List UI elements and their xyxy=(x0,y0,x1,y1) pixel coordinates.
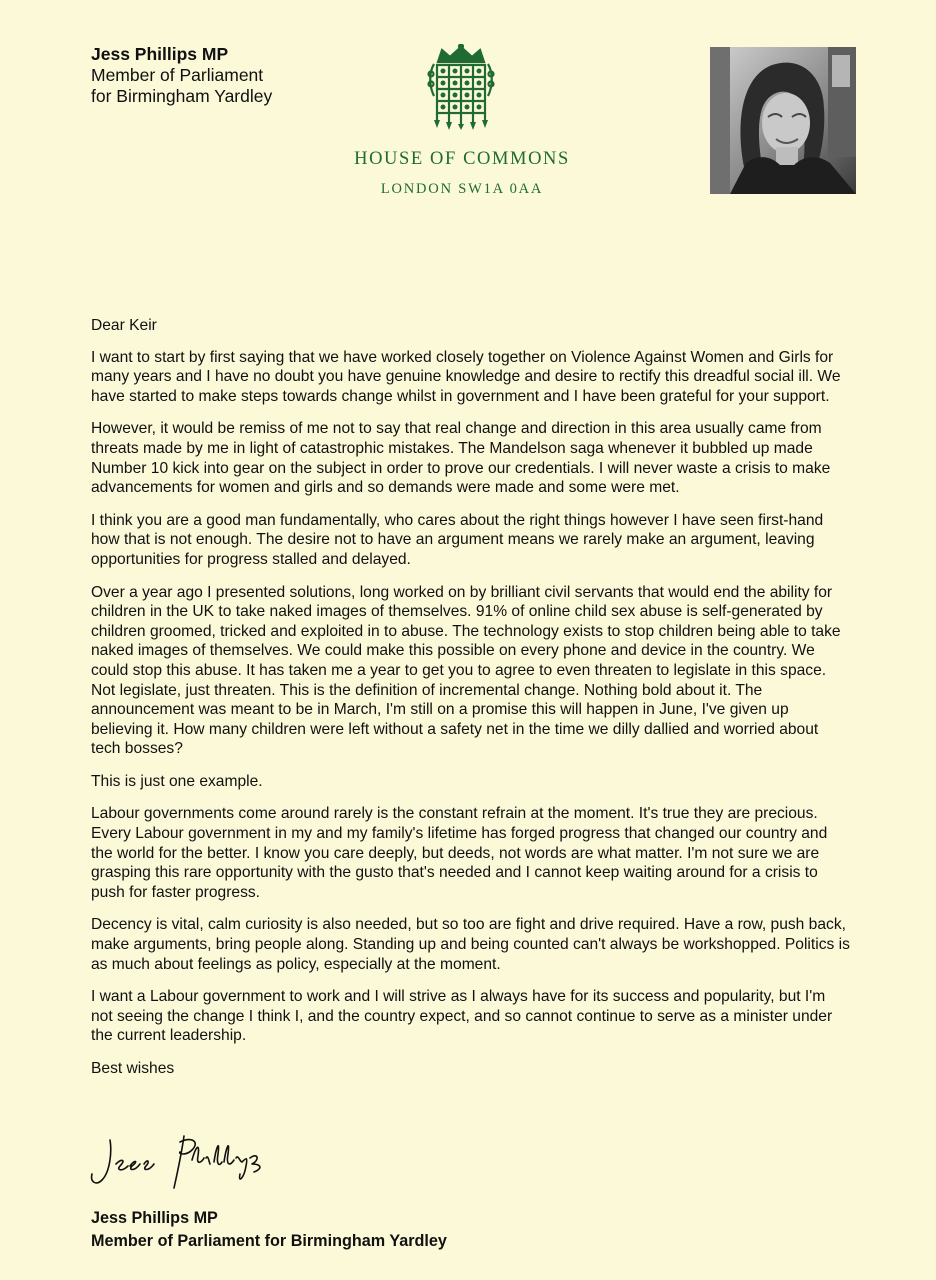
closing: Best wishes xyxy=(91,1060,175,1077)
letter-paragraph: Over a year ago I presented solutions, long worked on by brilliant civil servants that would end the ability for children in the UK to take naked images of themselves. 91% of online child sex abuse is self-generated by children groomed, tricked and exploited in to abuse. The technology exists to stop children being able to take naked images of themselves. We could make this possible on every phone and device in the country. We could stop this abuse. It has taken me a year to get you to agree to even threaten to legislate in this space. Not legislate, just threaten. This is the definition of incremental change. Nothing bold about it. The announcement was meant to be in March, I'm still on a promise this will happen in June, I've given up believing it. How many children were left without a safety net in the time we dilly dallied and worried about tech bosses? xyxy=(91,583,841,758)
sender-block xyxy=(91,44,272,107)
letter-paragraph: However, it would be remiss of me not to say that real change and direction in this area usually came from threats made by me in light of catastrophic mistakes. The Mandelson saga whenever it bubbled up made Number 10 kick into gear on the subject in order to prove our credentials. I will never waste a crisis to make advancements for women and girls and so demands were made and some were met. xyxy=(91,420,831,497)
sender-constituency: for Birmingham Yardley xyxy=(91,86,273,106)
handwritten-signature xyxy=(88,1132,278,1192)
letter-body xyxy=(91,316,851,1092)
letter-paragraph: I want a Labour government to work and I will strive as I always have for its success and popularity, but I'm not seeing the change I think I, and the country expect, and so cannot continue to serve as a minister under the current leadership. xyxy=(91,988,833,1045)
signoff-title: Member of Parliament for Birmingham Yardley xyxy=(91,1232,447,1250)
letter-paragraph: This is just one example. xyxy=(91,772,263,790)
sender-name: Jess Phillips MP xyxy=(91,44,229,64)
letter-paragraph: I want to start by first saying that we have worked closely together on Violence Against Women and Girls for many years and I have no doubt you have genuine knowledge and desire to rectify this dreadful social ill. We have started to make steps towards change whilst in government and I have been grateful for your support. xyxy=(91,348,841,405)
letter-paragraph: Labour governments come around rarely is the constant refrain at the moment. It's true they are precious. Every Labour government in my and my family's lifetime has forged progress that changed our country and the world for the better. I know you care deeply, but deeds, not words are what matter. I'm not sure we are grasping this rare opportunity with the gusto that's needed and I cannot keep waiting around for a crisis to push for faster progress. xyxy=(91,805,828,901)
institution-address: LONDON SW1A 0AA xyxy=(380,181,544,197)
letter-paragraph: Decency is vital, calm curiosity is also needed, but so too are fight and drive required. Have a row, push back, make arguments, bring people along. Standing up and being counted can't always be workshopped. Politics is as much about feelings as policy, especially at the moment. xyxy=(91,916,850,973)
institution-name: HOUSE OF COMMONS xyxy=(354,149,570,169)
portcullis-icon xyxy=(424,44,498,130)
salutation: Dear Keir xyxy=(91,317,157,334)
sender-role: Member of Parliament xyxy=(91,65,264,85)
signoff-name: Jess Phillips MP xyxy=(91,1209,218,1227)
sign-off-block xyxy=(91,1207,447,1253)
portrait-photo xyxy=(710,47,856,194)
letter-paragraph: I think you are a good man fundamentally, who cares about the right things however I have seen first-hand how that is not enough. The desire not to have an argument means we rarely make an argument, leaving opportunities for progress stalled and delayed. xyxy=(91,511,824,568)
